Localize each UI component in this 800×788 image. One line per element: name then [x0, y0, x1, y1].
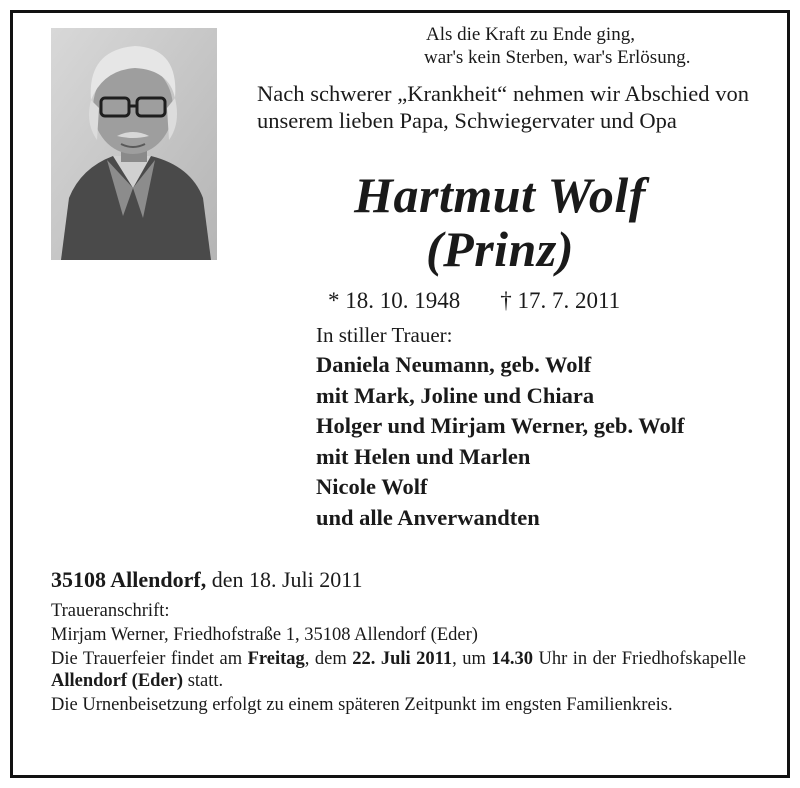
- verse-line: war's kein Sterben, war's Erlösung.: [424, 47, 691, 68]
- deceased-name: [220, 168, 780, 276]
- ceremony-text: [51, 648, 746, 692]
- intro-text: Nach schwerer „Krankheit“ nehmen wir Abschied von unserem lieben Papa, Schwiegervater und Opa: [257, 81, 749, 133]
- ceremony-part: statt.: [187, 671, 224, 691]
- mourner-line: und alle Anverwandten: [316, 504, 540, 530]
- mourner-line: mit Helen und Marlen: [316, 443, 531, 469]
- mourners-block: [316, 322, 685, 533]
- mourner-line: Nicole Wolf: [316, 474, 428, 499]
- ceremony-time: 14.30: [491, 649, 533, 669]
- place-date-line: [51, 566, 362, 594]
- ceremony-part: Die Trauerfeier findet am: [51, 649, 243, 669]
- ceremony-date: 22. Juli 2011: [352, 649, 453, 669]
- address-label: Traueranschrift:: [51, 601, 170, 621]
- verse: [426, 23, 746, 69]
- portrait-image: [51, 28, 217, 260]
- ceremony-part: , um: [452, 649, 486, 669]
- nickname-line: (Prinz): [426, 221, 574, 277]
- ceremony-day: Freitag: [247, 649, 305, 669]
- mourners-heading: In stiller Trauer:: [316, 323, 453, 347]
- ceremony-part: Uhr in der Friedhofskapelle: [538, 649, 747, 669]
- mourner-line: mit Mark, Joline und Chiara: [316, 382, 595, 408]
- name-line: Hartmut Wolf: [354, 167, 646, 223]
- ceremony-location: Allendorf (Eder): [51, 671, 184, 691]
- birth-date: * 18. 10. 1948: [328, 288, 461, 313]
- info-block: [51, 600, 746, 718]
- life-dates: [328, 287, 620, 315]
- portrait-photo: [51, 28, 217, 260]
- death-date: † 17. 7. 2011: [500, 288, 621, 313]
- date: den 18. Juli 2011: [211, 567, 363, 592]
- place: 35108 Allendorf,: [51, 567, 207, 592]
- ceremony-part: , dem: [304, 649, 347, 669]
- verse-line: Als die Kraft zu Ende ging,: [426, 24, 635, 45]
- mourner-line: Daniela Neumann, geb. Wolf: [316, 352, 592, 377]
- burial-text: Die Urnenbeisetzung erfolgt zu einem späteren Zeitpunkt im engsten Familienkreis.: [51, 695, 673, 715]
- mourner-line: Holger und Mirjam Werner, geb. Wolf: [316, 413, 685, 438]
- address-text: Mirjam Werner, Friedhofstraße 1, 35108 Allendorf (Eder): [51, 625, 478, 645]
